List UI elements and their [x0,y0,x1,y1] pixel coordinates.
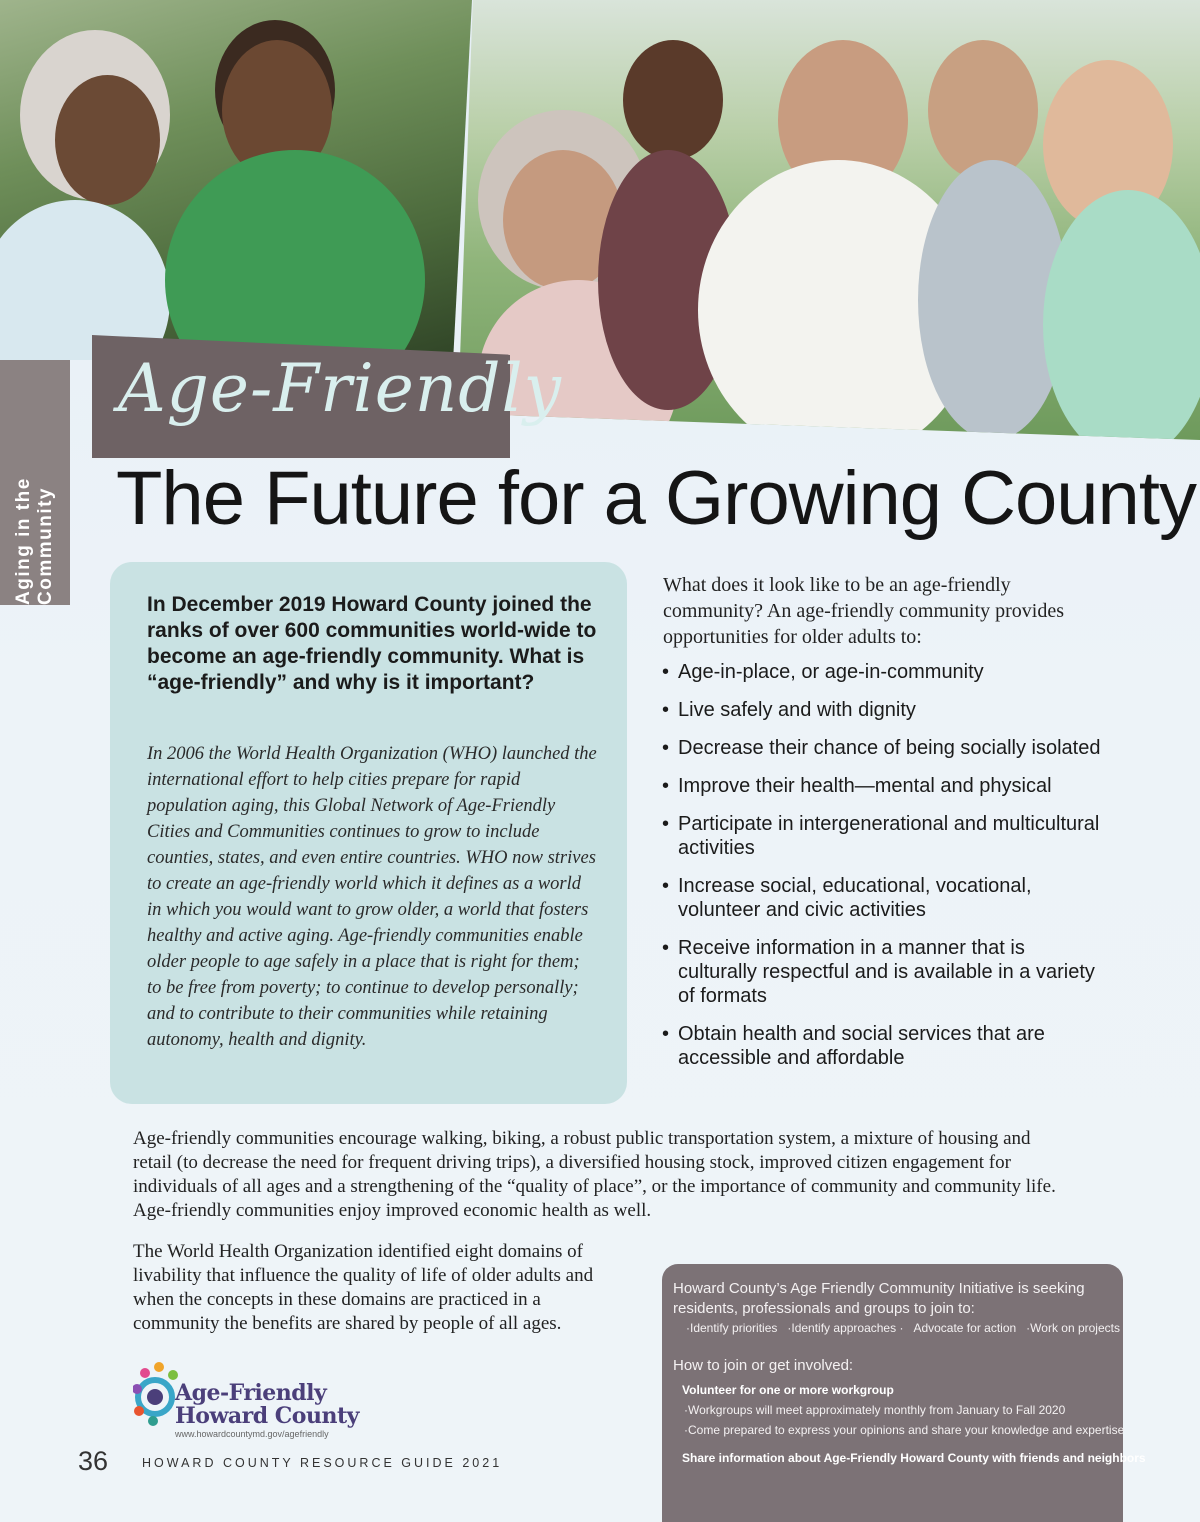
right-column-intro: What does it look like to be an age-friendly community? An age-friendly community provides opportunities for older adults to: [663,574,1065,648]
share-info-text: Share information about Age-Friendly Howard County with friends and neighbors [682,1451,1146,1465]
logo-url: www.howardcountymd.gov/agefriendly [175,1429,329,1439]
photo-couple [0,0,472,360]
list-item: • Receive information in a manner that is culturally respectful and is available in a variety of formats [662,936,1102,1008]
list-item: • Increase social, educational, vocational, volunteer and civic activities [662,874,1102,922]
action-item: ·Identify approaches · [787,1321,904,1335]
paragraph-community-benefits: Age-friendly communities encourage walking, biking, a robust public transportation system, a mixture of housing and retail (to decrease the need for frequent driving trips), a diversified housing stock, improved citizen engagement for individuals of all ages and a strengthening of the “quality of place”, or the importance of community and community life. Age-friendly communities enjoy improved economic health as well. [133,1128,1056,1221]
logo-wordmark [175,1382,359,1428]
get-involved-intro: Howard County’s Age Friendly Community Initiative is seeking residents, professionals and groups to join to: [673,1280,1085,1317]
list-item: • Obtain health and social services that are accessible and affordable [662,1022,1102,1070]
opportunity-list [662,660,1102,1084]
page-title: The Future for a Growing County [116,456,1196,541]
footer-guide-title: HOWARD COUNTY RESOURCE GUIDE 2021 [142,1456,503,1470]
paragraph-who-domains: The World Health Organization identified eight domains of livability that influence the quality of life of older adults and when the concepts in these domains are practiced in a community the benefits are shared by people of all ages. [133,1241,594,1334]
action-item: ·Work on projects [1026,1321,1120,1335]
intro-box-heading: In December 2019 Howard County joined the ranks of over 600 communities world-wide to become an age-friendly community. What is “age-friendly” and why is it important? [147,593,597,694]
title-script: Age-Friendly [118,350,562,427]
action-item: ·Identify priorities [686,1321,778,1335]
page-number: 36 [78,1446,109,1476]
list-item: • Age-in-place, or age-in-community [662,660,1102,684]
list-item: • Participate in intergenerational and multicultural activities [662,812,1102,860]
section-side-tab [0,360,70,605]
list-item: • Decrease their chance of being socially isolated [662,736,1102,760]
logo-line-2: Howard County [175,1403,359,1429]
intro-box-body: In 2006 the World Health Organization (WHO) launched the international effort to help cities prepare for rapid population aging, this Global Network of Age-Friendly Cities and Communities continues to grow to include counties, states, and even entire countries. WHO now strives to create an age-friendly world which it defines as a world in which you would want to grow older, a world that fosters healthy and active aging. Age-friendly communities enable older people to age safely in a place that is right for them; to be free from poverty; to continue to develop personally; and to contribute to their communities while retaining autonomy, health and dignity. [147,744,597,1050]
volunteer-detail: ·Workgroups will meet approximately monthly from January to Fall 2020 [684,1403,1066,1417]
photo-group [458,0,1200,440]
volunteer-heading: Volunteer for one or more workgroup [682,1383,894,1397]
list-item: • Improve their health—mental and physical [662,774,1102,798]
get-involved-actions [686,1321,1120,1335]
list-item: • Live safely and with dignity [662,698,1102,722]
section-side-tab-label: Aging in the Community [13,477,56,605]
action-item: Advocate for action [913,1321,1017,1335]
logo-line-1: Age-Friendly [175,1380,327,1406]
volunteer-detail: ·Come prepared to express your opinions and share your knowledge and expertise [684,1423,1125,1437]
how-to-join-heading: How to join or get involved: [673,1357,854,1374]
